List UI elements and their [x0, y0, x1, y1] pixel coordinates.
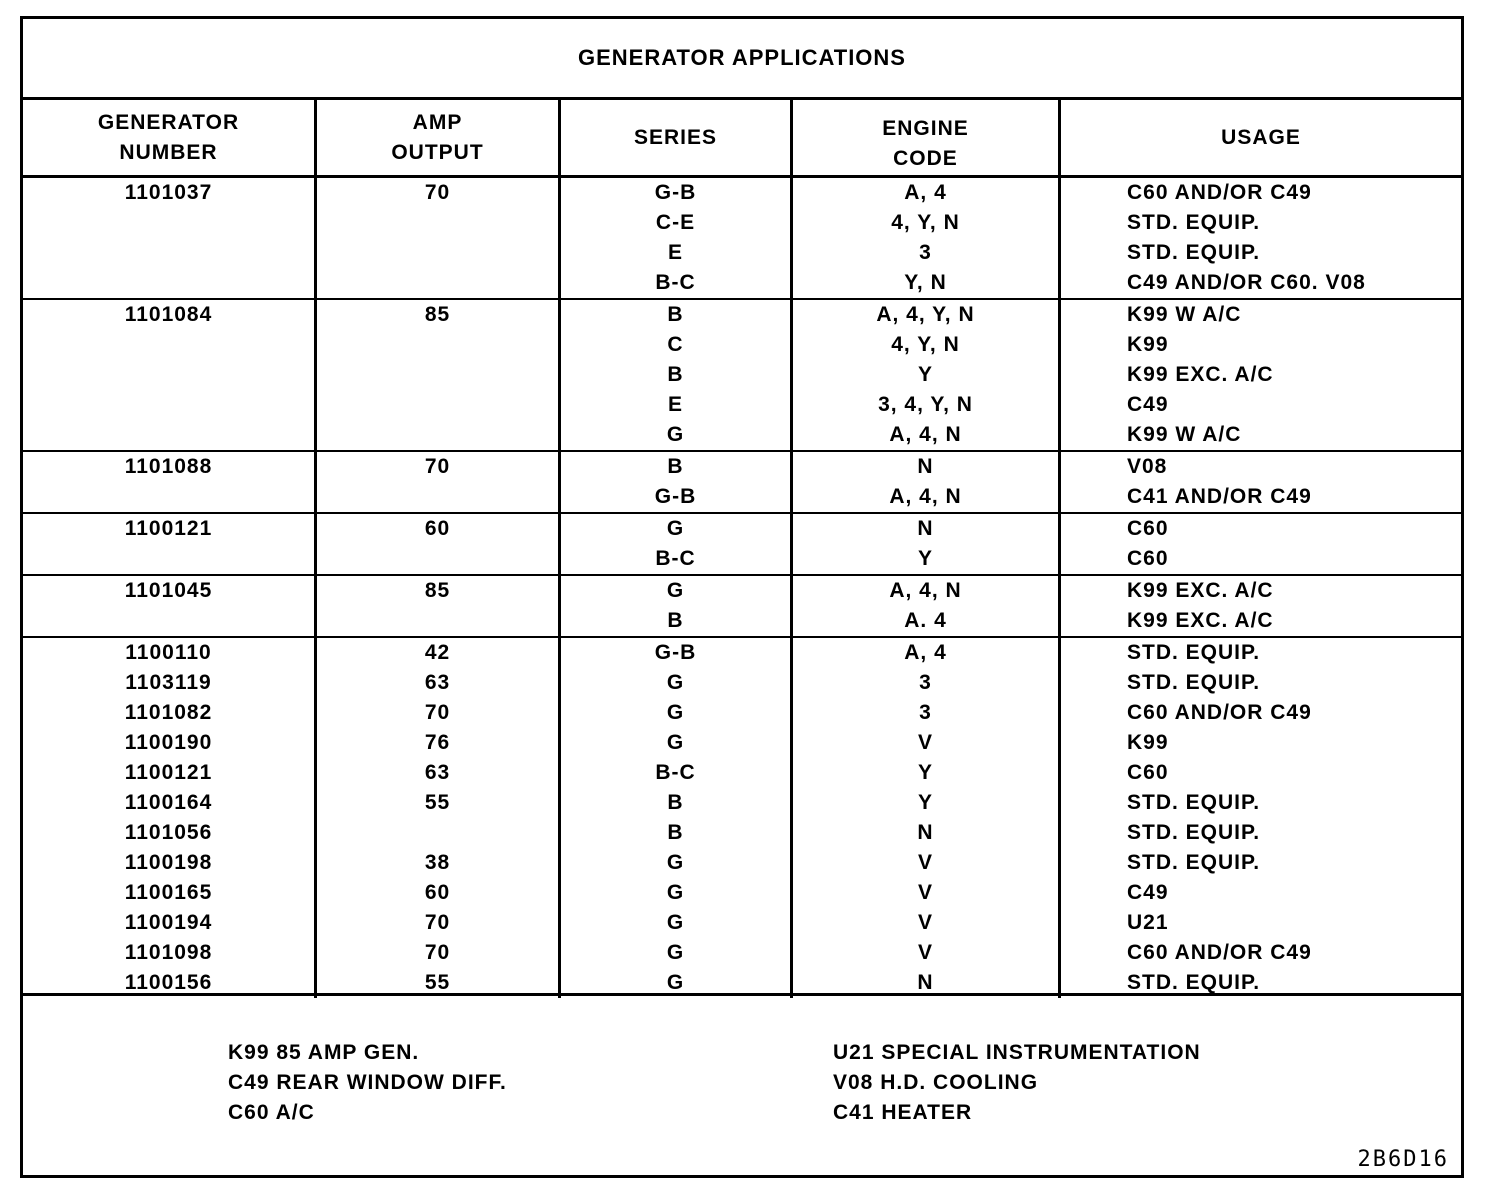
generator-number-cell [23, 238, 317, 268]
engine-code-cell: A, 4 [793, 178, 1061, 208]
generator-number-cell: 1101045 [23, 576, 317, 606]
series-cell: B [561, 360, 793, 390]
usage-cell: V08 [1127, 455, 1168, 478]
generator-number-cell [23, 268, 317, 298]
legend-left [228, 1038, 507, 1128]
table-row [23, 818, 1461, 848]
amp-output-cell: 70 [317, 452, 561, 482]
engine-code-cell: A, 4, N [793, 420, 1061, 450]
amp-output-cell: 70 [317, 698, 561, 728]
generator-number-cell [23, 390, 317, 420]
table-row [23, 848, 1461, 878]
generator-number-cell: 1100121 [23, 758, 317, 788]
amp-output-cell [317, 208, 561, 238]
table-row [23, 452, 1461, 482]
engine-code-cell: N [793, 968, 1061, 998]
header-label: SERIES [633, 125, 718, 149]
header-label: USAGE [1221, 125, 1301, 149]
usage-cell: C60 [1127, 517, 1169, 540]
usage-cell: STD. EQUIP. [1127, 241, 1261, 264]
usage-cell: C49 AND/OR C60. V08 [1127, 271, 1366, 294]
series-cell: B [561, 300, 793, 330]
usage-cell: U21 [1127, 911, 1169, 934]
engine-code-cell: V [793, 908, 1061, 938]
table-row [23, 300, 1461, 330]
table-row [23, 544, 1461, 574]
amp-output-cell [317, 606, 561, 636]
generator-number-cell [23, 606, 317, 636]
header-engine-code [793, 100, 1061, 175]
generator-number-cell: 1100194 [23, 908, 317, 938]
generator-number-cell: 1101056 [23, 818, 317, 848]
header-label: AMP OUTPUT [391, 110, 484, 164]
legend-note: C41 HEATER [833, 1101, 973, 1124]
series-cell: G [561, 968, 793, 998]
usage-cell: STD. EQUIP. [1127, 821, 1261, 844]
header-row [23, 100, 1461, 178]
table-row [23, 268, 1461, 298]
series-cell: B-C [561, 268, 793, 298]
generator-group [23, 178, 1461, 300]
table-row [23, 728, 1461, 758]
table-row [23, 668, 1461, 698]
legend-footer [23, 993, 1461, 1178]
generator-number-cell: 1100121 [23, 514, 317, 544]
generator-number-cell: 1101037 [23, 178, 317, 208]
series-cell: G [561, 728, 793, 758]
generator-number-cell: 1101088 [23, 452, 317, 482]
engine-code-cell: N [793, 514, 1061, 544]
header-label: GENERATOR NUMBER [97, 110, 240, 164]
legend-note: C60 A/C [228, 1101, 315, 1124]
amp-output-cell [317, 268, 561, 298]
amp-output-cell: 70 [317, 938, 561, 968]
engine-code-cell: Y [793, 788, 1061, 818]
table-row [23, 208, 1461, 238]
engine-code-cell: A, 4, Y, N [793, 300, 1061, 330]
legend-note: U21 SPECIAL INSTRUMENTATION [833, 1041, 1201, 1064]
usage-cell: C49 [1127, 881, 1169, 904]
table-row [23, 758, 1461, 788]
series-cell: G-B [561, 638, 793, 668]
table-row [23, 420, 1461, 450]
table-row [23, 938, 1461, 968]
table-row [23, 238, 1461, 268]
amp-output-cell: 70 [317, 178, 561, 208]
usage-cell: C60 AND/OR C49 [1127, 941, 1312, 964]
generator-number-cell: 1100190 [23, 728, 317, 758]
table-row [23, 390, 1461, 420]
series-cell: G [561, 420, 793, 450]
engine-code-cell: A, 4, N [793, 576, 1061, 606]
series-cell: G [561, 908, 793, 938]
generator-number-cell: 1103119 [23, 668, 317, 698]
generator-group [23, 300, 1461, 452]
series-cell: B-C [561, 758, 793, 788]
engine-code-cell: 3 [793, 238, 1061, 268]
engine-code-cell: A. 4 [793, 606, 1061, 636]
series-cell: G [561, 668, 793, 698]
usage-cell: K99 EXC. A/C [1127, 363, 1274, 386]
table-row [23, 698, 1461, 728]
generator-number-cell: 1101084 [23, 300, 317, 330]
generator-group [23, 576, 1461, 638]
generator-number-cell [23, 330, 317, 360]
amp-output-cell [317, 482, 561, 512]
engine-code-cell: 3, 4, Y, N [793, 390, 1061, 420]
engine-code-cell: V [793, 938, 1061, 968]
engine-code-cell: A, 4, N [793, 482, 1061, 512]
generator-number-cell: 1101098 [23, 938, 317, 968]
usage-cell: STD. EQUIP. [1127, 791, 1261, 814]
amp-output-cell [317, 360, 561, 390]
usage-cell: K99 EXC. A/C [1127, 579, 1274, 602]
engine-code-cell: A, 4 [793, 638, 1061, 668]
table-row [23, 482, 1461, 512]
usage-cell: STD. EQUIP. [1127, 671, 1261, 694]
series-cell: G [561, 698, 793, 728]
legend-note: V08 H.D. COOLING [833, 1071, 1039, 1094]
usage-cell: K99 W A/C [1127, 423, 1242, 446]
series-cell: G [561, 576, 793, 606]
engine-code-cell: N [793, 818, 1061, 848]
series-cell: G [561, 938, 793, 968]
amp-output-cell: 60 [317, 514, 561, 544]
usage-cell: STD. EQUIP. [1127, 851, 1261, 874]
generator-group [23, 452, 1461, 514]
usage-cell: K99 [1127, 333, 1169, 356]
generator-number-cell: 1100198 [23, 848, 317, 878]
series-cell: G [561, 878, 793, 908]
amp-output-cell: 76 [317, 728, 561, 758]
series-cell: G-B [561, 482, 793, 512]
generator-applications-table [20, 16, 1464, 1178]
amp-output-cell: 85 [317, 576, 561, 606]
usage-cell: C49 [1127, 393, 1169, 416]
usage-cell: K99 W A/C [1127, 303, 1242, 326]
amp-output-cell: 63 [317, 668, 561, 698]
generator-number-cell: 1101082 [23, 698, 317, 728]
usage-cell: C60 [1127, 547, 1169, 570]
table-row [23, 360, 1461, 390]
amp-output-cell [317, 238, 561, 268]
header-label: ENGINE CODE [882, 116, 969, 170]
engine-code-cell: N [793, 452, 1061, 482]
usage-cell: STD. EQUIP. [1127, 211, 1261, 234]
usage-cell: K99 EXC. A/C [1127, 609, 1274, 632]
table-row [23, 178, 1461, 208]
table-row [23, 514, 1461, 544]
legend-right [833, 1038, 1201, 1128]
amp-output-cell [317, 330, 561, 360]
series-cell: G-B [561, 178, 793, 208]
amp-output-cell: 70 [317, 908, 561, 938]
amp-output-cell: 42 [317, 638, 561, 668]
usage-cell: C60 AND/OR C49 [1127, 181, 1312, 204]
table-row [23, 908, 1461, 938]
table-row [23, 330, 1461, 360]
engine-code-cell: Y [793, 544, 1061, 574]
amp-output-cell: 55 [317, 968, 561, 998]
generator-number-cell [23, 482, 317, 512]
usage-cell: STD. EQUIP. [1127, 641, 1261, 664]
amp-output-cell: 85 [317, 300, 561, 330]
engine-code-cell: 4, Y, N [793, 208, 1061, 238]
amp-output-cell [317, 544, 561, 574]
amp-output-cell: 55 [317, 788, 561, 818]
usage-cell: K99 [1127, 731, 1169, 754]
header-usage [1061, 100, 1461, 175]
engine-code-cell: Y [793, 360, 1061, 390]
amp-output-cell: 63 [317, 758, 561, 788]
table-title: GENERATOR APPLICATIONS [23, 19, 1461, 100]
usage-cell: C60 [1127, 761, 1169, 784]
header-amp-output [317, 100, 561, 175]
table-row [23, 878, 1461, 908]
table-row [23, 606, 1461, 636]
table-row [23, 576, 1461, 606]
series-cell: E [561, 390, 793, 420]
usage-cell: C60 AND/OR C49 [1127, 701, 1312, 724]
engine-code-cell: V [793, 728, 1061, 758]
generator-group [23, 514, 1461, 576]
engine-code-cell: Y [793, 758, 1061, 788]
generator-number-cell: 1100110 [23, 638, 317, 668]
usage-cell: STD. EQUIP. [1127, 971, 1261, 994]
table-body [23, 178, 1461, 1002]
generator-group [23, 638, 1461, 1002]
series-cell: G [561, 848, 793, 878]
generator-number-cell [23, 544, 317, 574]
figure-code: 2B6D16 [1357, 1147, 1449, 1172]
series-cell: B-C [561, 544, 793, 574]
series-cell: B [561, 818, 793, 848]
generator-number-cell [23, 420, 317, 450]
series-cell: C [561, 330, 793, 360]
engine-code-cell: 3 [793, 698, 1061, 728]
series-cell: B [561, 606, 793, 636]
table-row [23, 638, 1461, 668]
engine-code-cell: Y, N [793, 268, 1061, 298]
engine-code-cell: V [793, 848, 1061, 878]
generator-number-cell: 1100165 [23, 878, 317, 908]
table-row [23, 788, 1461, 818]
amp-output-cell [317, 818, 561, 848]
generator-number-cell: 1100164 [23, 788, 317, 818]
amp-output-cell [317, 390, 561, 420]
series-cell: E [561, 238, 793, 268]
amp-output-cell [317, 420, 561, 450]
header-series [561, 100, 793, 175]
engine-code-cell: 4, Y, N [793, 330, 1061, 360]
generator-number-cell [23, 208, 317, 238]
usage-cell: C41 AND/OR C49 [1127, 485, 1312, 508]
series-cell: B [561, 452, 793, 482]
legend-note: C49 REAR WINDOW DIFF. [228, 1071, 507, 1094]
series-cell: B [561, 788, 793, 818]
engine-code-cell: V [793, 878, 1061, 908]
amp-output-cell: 38 [317, 848, 561, 878]
generator-number-cell [23, 360, 317, 390]
series-cell: C-E [561, 208, 793, 238]
legend-note: K99 85 AMP GEN. [228, 1041, 420, 1064]
header-generator-number [23, 100, 317, 175]
series-cell: G [561, 514, 793, 544]
generator-number-cell: 1100156 [23, 968, 317, 998]
amp-output-cell: 60 [317, 878, 561, 908]
engine-code-cell: 3 [793, 668, 1061, 698]
